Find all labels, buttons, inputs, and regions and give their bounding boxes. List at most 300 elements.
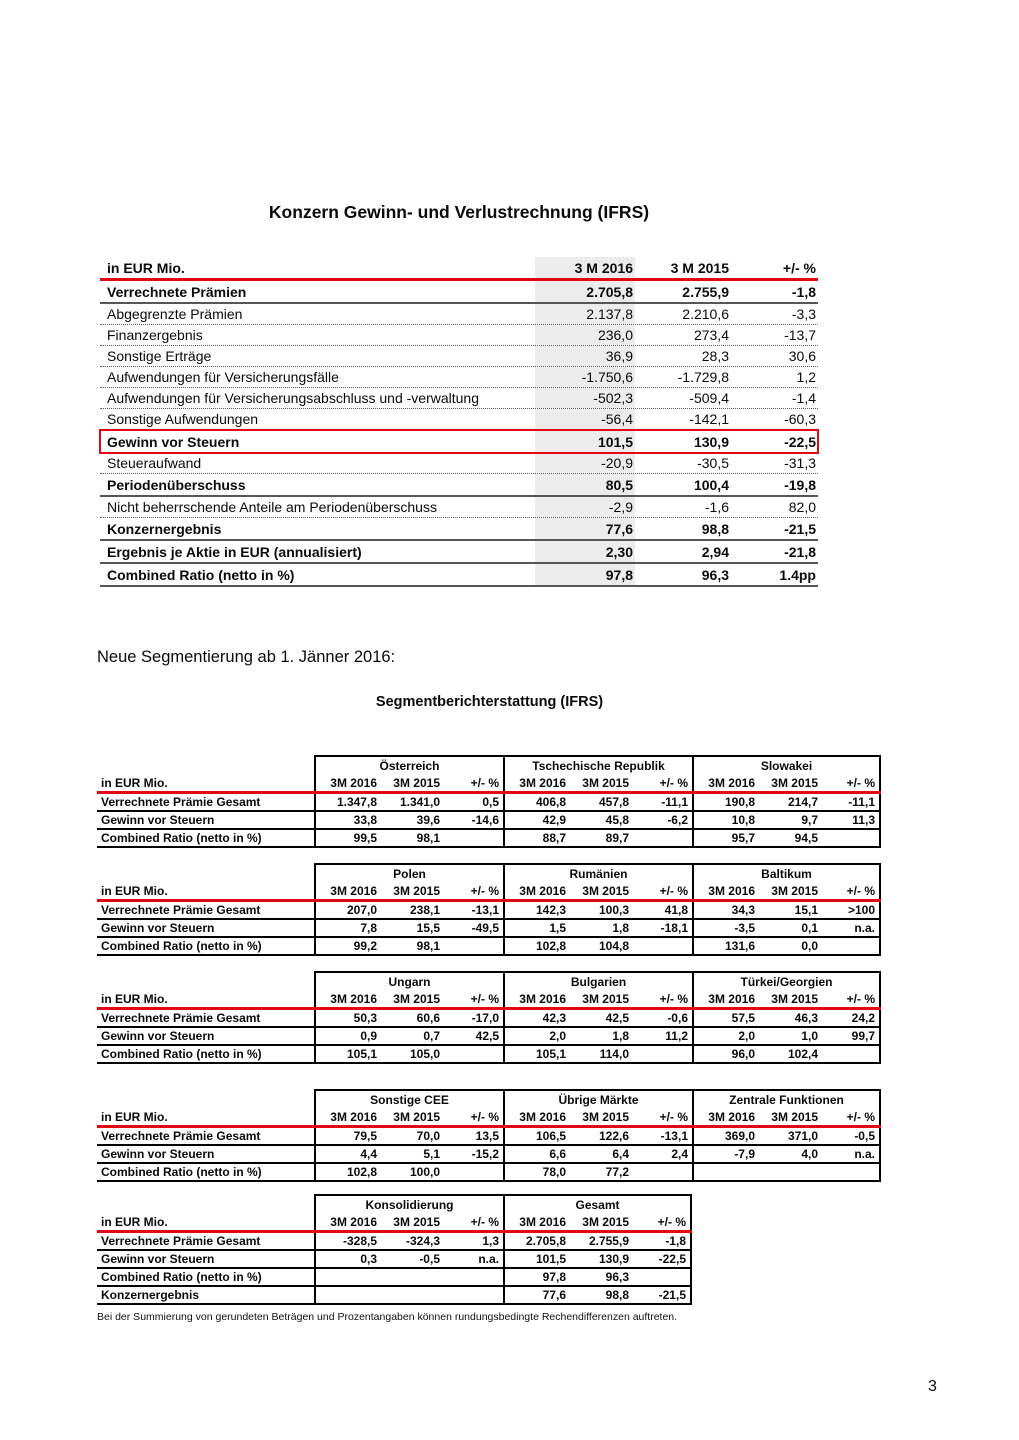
income-row-label: Ergebnis je Aktie in EUR (annualisiert)	[107, 543, 362, 560]
income-row-label: Periodenüberschuss	[107, 476, 246, 493]
segment-value: -11,1	[848, 795, 875, 809]
income-row-label: Steueraufwand	[107, 455, 202, 471]
segment-value: 60,6	[416, 1011, 440, 1025]
segment-col-header: +/- %	[846, 883, 875, 898]
segment-value: 369,0	[724, 1129, 755, 1143]
segment-value: 70,0	[416, 1129, 440, 1143]
segment-group	[503, 1213, 692, 1230]
segment-col-header: 3M 2015	[771, 1109, 818, 1124]
segment-subheader-row	[97, 774, 881, 794]
segment-col-header: +/- %	[659, 883, 688, 898]
segment-group	[692, 1128, 881, 1144]
segment-value: 1,8	[612, 921, 629, 935]
income-value-2015: 96,3	[701, 566, 729, 583]
income-change-percent: -13,7	[784, 327, 816, 343]
segment-value	[758, 1164, 821, 1180]
segment-col-header: 3M 2015	[582, 775, 629, 790]
segment-table-5	[97, 1194, 692, 1305]
segment-value	[632, 1046, 692, 1062]
income-row-label: Aufwendungen für Versicherungsabschluss und -verwaltung	[107, 390, 480, 406]
segment-value: n.a.	[478, 1252, 499, 1266]
segment-value: 15,5	[416, 921, 440, 935]
segment-group	[503, 1287, 692, 1303]
segment-value: 104,8	[598, 939, 629, 953]
segment-value: 15,1	[794, 903, 818, 917]
segment-value: -21,5	[658, 1288, 686, 1302]
income-change-percent: -31,3	[784, 455, 816, 471]
segment-value: 0,5	[482, 795, 499, 809]
segment-col-header: 3M 2015	[582, 991, 629, 1006]
segment-group	[314, 774, 503, 791]
segment-data-row	[97, 830, 881, 848]
segment-group	[503, 774, 692, 791]
segment-value: 7,8	[360, 921, 377, 935]
segment-row-label: Combined Ratio (netto in %)	[101, 1165, 262, 1179]
segment-data-row	[97, 1233, 692, 1251]
segment-value: 131,6	[724, 939, 755, 953]
segment-value: 2,4	[671, 1147, 688, 1161]
segment-value: 1,5	[549, 921, 566, 935]
segment-value	[821, 938, 879, 954]
segment-value: 88,7	[542, 831, 566, 845]
segment-col-header: 3M 2016	[708, 991, 755, 1006]
segment-value	[380, 1269, 443, 1285]
segment-country-name: Polen	[393, 866, 426, 881]
income-value-2015: 100,4	[693, 476, 729, 493]
segment-value: -17,0	[471, 1011, 499, 1025]
segment-value	[443, 830, 503, 846]
segment-value: 6,6	[549, 1147, 566, 1161]
segment-group	[314, 812, 503, 828]
segment-value: -11,1	[661, 795, 688, 809]
segment-row-label: Gewinn vor Steuern	[101, 813, 215, 827]
segment-col-header: 3M 2016	[519, 883, 566, 898]
income-row	[100, 409, 818, 430]
segment-group	[314, 794, 503, 810]
segment-group	[503, 920, 692, 936]
income-value-2016: 36,9	[535, 346, 635, 366]
segment-data-row	[97, 1128, 881, 1146]
segment-group	[503, 1046, 692, 1062]
income-row	[100, 325, 818, 346]
segment-value	[821, 1164, 879, 1180]
segment-col-header: 3M 2015	[393, 991, 440, 1006]
segment-value: 94,5	[794, 831, 818, 845]
segment-group	[503, 1108, 692, 1125]
income-row	[100, 541, 818, 564]
segment-group	[503, 882, 692, 899]
income-row-label: Abgegrenzte Prämien	[107, 306, 243, 322]
segment-value: 6,4	[612, 1147, 629, 1161]
segment-country-name: Rumänien	[569, 866, 628, 881]
segment-group-header	[314, 971, 503, 990]
segment-group	[314, 938, 503, 954]
segment-head-spacer	[97, 863, 314, 882]
segment-group	[503, 1010, 692, 1026]
segment-group	[692, 990, 881, 1007]
income-change-percent: -22,5	[784, 433, 816, 450]
segment-value: 105,0	[409, 1047, 440, 1061]
segment-group	[314, 830, 503, 846]
segment-value: -6,2	[667, 813, 688, 827]
segment-head-spacer	[97, 1194, 314, 1213]
segment-group	[692, 1146, 881, 1162]
segment-group	[692, 1028, 881, 1044]
segment-value: -13,1	[471, 903, 499, 917]
segment-group	[692, 882, 881, 899]
segment-table-3	[97, 971, 881, 1064]
segment-group-header	[314, 863, 503, 882]
segment-col-header: 3M 2015	[582, 883, 629, 898]
segment-value: 10,8	[731, 813, 755, 827]
income-value-2016: 2.137,8	[535, 304, 635, 324]
income-value-2016: 2.705,8	[535, 281, 635, 302]
segment-value: 77,2	[605, 1165, 629, 1179]
segmentation-note: Neue Segmentierung ab 1. Jänner 2016:	[97, 648, 396, 666]
segment-col-header: +/- %	[657, 1214, 686, 1229]
segment-country-name: Baltikum	[761, 866, 812, 881]
segment-value: -0,5	[419, 1252, 440, 1266]
segment-value: -14,6	[471, 813, 499, 827]
segment-country-name: Slowakei	[760, 758, 813, 773]
segment-group	[503, 1251, 692, 1267]
segment-table-2	[97, 863, 881, 956]
segment-value: 9,7	[801, 813, 818, 827]
segment-head-spacer	[97, 971, 314, 990]
segment-value: -1,8	[665, 1234, 686, 1248]
segment-group	[314, 1233, 503, 1249]
segment-value: 102,8	[346, 1165, 377, 1179]
income-value-2015: 273,4	[693, 327, 729, 343]
segment-group	[692, 920, 881, 936]
segment-col-header: +/- %	[846, 1109, 875, 1124]
income-change-percent: -21,5	[784, 520, 816, 537]
segment-value: 42,5	[605, 1011, 629, 1025]
segment-group	[503, 938, 692, 954]
income-value-2016: -2,9	[535, 497, 635, 517]
segment-value: 39,6	[416, 813, 440, 827]
segment-group	[692, 1010, 881, 1026]
segment-row-label: Verrechnete Prämie Gesamt	[101, 795, 261, 809]
segment-value: 190,8	[724, 795, 755, 809]
segment-group	[314, 1146, 503, 1162]
segment-col-header: 3M 2015	[771, 775, 818, 790]
segment-value: 96,0	[731, 1047, 755, 1061]
income-value-2015: -509,4	[689, 390, 729, 406]
segment-value: 100,3	[598, 903, 629, 917]
income-row	[100, 388, 818, 409]
income-statement-table	[100, 257, 818, 587]
segment-value: 89,7	[605, 831, 629, 845]
income-header-2016: 3 M 2016	[535, 257, 635, 278]
income-header-unit: in EUR Mio.	[107, 259, 185, 276]
segment-value: -3,5	[734, 921, 755, 935]
segment-group	[692, 774, 881, 791]
segment-value	[632, 938, 692, 954]
segment-col-header: 3M 2016	[708, 775, 755, 790]
segment-value	[443, 938, 503, 954]
segment-col-header: +/- %	[470, 1214, 499, 1229]
segment-value: 0,3	[360, 1252, 377, 1266]
segment-col-header: 3M 2016	[330, 991, 377, 1006]
segment-group	[503, 1028, 692, 1044]
segment-value: -22,5	[658, 1252, 686, 1266]
segment-value: 142,3	[535, 903, 566, 917]
segment-col-header: 3M 2016	[330, 1214, 377, 1229]
income-row	[100, 518, 818, 541]
segment-group-header	[692, 971, 881, 990]
segment-col-header: +/- %	[470, 991, 499, 1006]
segment-value	[380, 1287, 443, 1303]
income-row-label: Sonstige Aufwendungen	[107, 411, 259, 427]
segment-country-name: Türkei/Georgien	[740, 974, 833, 989]
segment-row-label: Gewinn vor Steuern	[101, 921, 215, 935]
segment-col-header: +/- %	[659, 775, 688, 790]
segment-value: 13,5	[475, 1129, 499, 1143]
segment-value: 41,8	[664, 903, 688, 917]
segment-subheader-row	[97, 990, 881, 1010]
segment-col-header: +/- %	[470, 1109, 499, 1124]
segment-value: 2.705,8	[525, 1234, 566, 1248]
segment-data-row	[97, 902, 881, 920]
income-statement-rows	[100, 281, 818, 587]
segment-col-header: 3M 2015	[393, 1109, 440, 1124]
income-row-label: Finanzergebnis	[107, 327, 203, 343]
segment-value	[632, 830, 692, 846]
segment-group	[503, 830, 692, 846]
footnote: Bei der Summierung von gerundeten Beträgen und Prozentangaben können rundungsbedingte Rechendifferenzen auftreten.	[97, 1311, 678, 1323]
segment-col-header: 3M 2016	[708, 1109, 755, 1124]
segment-subheader-row	[97, 1108, 881, 1128]
segment-group	[503, 1146, 692, 1162]
segment-group	[503, 794, 692, 810]
segment-group	[314, 1213, 503, 1230]
segment-value: -15,2	[471, 1147, 499, 1161]
segment-value: 24,2	[851, 1011, 875, 1025]
segment-data-row	[97, 794, 881, 812]
segment-value: 2.755,9	[588, 1234, 629, 1248]
income-value-2016: -20,9	[535, 453, 635, 473]
segment-row-label: Combined Ratio (netto in %)	[101, 939, 262, 953]
segment-col-header: +/- %	[470, 775, 499, 790]
segment-group	[692, 938, 881, 954]
segment-group	[314, 1164, 503, 1180]
segment-table-1	[97, 755, 881, 848]
segment-row-label: Verrechnete Prämie Gesamt	[101, 903, 261, 917]
segment-group-header	[503, 755, 692, 774]
segment-group	[503, 1233, 692, 1249]
segment-group	[314, 1028, 503, 1044]
segment-col-header: +/- %	[846, 775, 875, 790]
income-row-label: Aufwendungen für Versicherungsfälle	[107, 369, 339, 385]
segment-value: -328,5	[342, 1234, 377, 1248]
income-value-2015: 28,3	[701, 348, 729, 364]
segment-col-header: 3M 2015	[771, 991, 818, 1006]
segment-group	[314, 1108, 503, 1125]
segment-country-name: Sonstige CEE	[370, 1092, 449, 1107]
income-row	[100, 304, 818, 325]
segment-value: >100	[847, 903, 875, 917]
segment-value: 79,5	[353, 1129, 377, 1143]
segment-value: 99,2	[353, 939, 377, 953]
segment-col-header: 3M 2015	[393, 883, 440, 898]
segment-value: -49,5	[471, 921, 499, 935]
income-change-percent: 1.4pp	[779, 566, 816, 583]
segment-value: 11,2	[665, 1029, 688, 1043]
segment-row-label: Combined Ratio (netto in %)	[101, 831, 262, 845]
segment-value: 78,0	[542, 1165, 566, 1179]
income-value-2015: 130,9	[693, 433, 729, 450]
income-header-change: +/- %	[782, 259, 816, 276]
segment-data-row	[97, 1010, 881, 1028]
income-value-2016: 236,0	[535, 325, 635, 345]
segment-data-row	[97, 1164, 881, 1182]
income-value-2015: 2.755,9	[682, 283, 729, 300]
segment-value: 1,3	[482, 1234, 499, 1248]
segment-country-name: Konsolidierung	[365, 1197, 454, 1212]
segment-value	[694, 1164, 758, 1180]
segment-country-row	[97, 1089, 881, 1108]
income-value-2015: -30,5	[697, 455, 729, 471]
income-row-label: Gewinn vor Steuern	[107, 433, 240, 450]
segment-value: 207,0	[346, 903, 377, 917]
segment-value: 101,5	[535, 1252, 566, 1266]
segment-value: 98,1	[416, 939, 440, 953]
segment-value: 102,8	[535, 939, 566, 953]
segment-value	[821, 1046, 879, 1062]
segment-value: 105,1	[535, 1047, 566, 1061]
segment-country-row	[97, 755, 881, 774]
segment-value	[632, 1164, 692, 1180]
segment-group	[692, 812, 881, 828]
segment-value: n.a.	[854, 921, 875, 935]
income-header-2015: 3 M 2015	[670, 259, 729, 276]
segment-value: 11,3	[852, 813, 875, 827]
segment-value	[821, 830, 879, 846]
segment-group-header	[503, 971, 692, 990]
segment-value: 42,3	[542, 1011, 566, 1025]
segment-value: 100,0	[409, 1165, 440, 1179]
income-value-2016: -502,3	[535, 388, 635, 408]
segment-data-row	[97, 1146, 881, 1164]
segment-value: 214,7	[787, 795, 818, 809]
segment-value: 98,8	[605, 1288, 629, 1302]
segment-group-header	[314, 1194, 503, 1213]
income-row-label: Combined Ratio (netto in %)	[107, 566, 295, 583]
segment-country-name: Tschechische Republik	[532, 758, 665, 773]
segment-row-label: Combined Ratio (netto in %)	[101, 1270, 262, 1284]
segment-value: 406,8	[535, 795, 566, 809]
segment-group	[503, 1269, 692, 1285]
segment-value: 238,1	[409, 903, 440, 917]
segment-value: -0,5	[854, 1129, 875, 1143]
segment-group	[692, 794, 881, 810]
segment-value: -0,6	[667, 1011, 688, 1025]
income-row-label: Verrechnete Prämien	[107, 283, 247, 300]
segment-group-header	[503, 1194, 692, 1213]
income-row	[100, 346, 818, 367]
segment-col-header: 3M 2016	[330, 775, 377, 790]
income-value-2016: 101,5	[535, 430, 635, 453]
income-row	[100, 281, 818, 304]
segment-col-header: +/- %	[659, 991, 688, 1006]
segment-group	[314, 990, 503, 1007]
segment-group-header	[692, 1089, 881, 1108]
segment-value: 50,3	[353, 1011, 377, 1025]
income-change-percent: 1,2	[796, 369, 816, 385]
segment-value: 77,6	[542, 1288, 566, 1302]
segment-col-header: 3M 2016	[519, 775, 566, 790]
income-row	[100, 497, 818, 518]
segment-value: 0,1	[801, 921, 818, 935]
segment-value: 122,6	[598, 1129, 629, 1143]
income-change-percent: -19,8	[784, 476, 816, 493]
income-change-percent: 82,0	[788, 499, 816, 515]
income-change-percent: -1,8	[791, 283, 816, 300]
segment-value: 46,3	[794, 1011, 818, 1025]
segment-value	[316, 1287, 380, 1303]
segment-value: 45,8	[605, 813, 629, 827]
income-value-2016: 80,5	[535, 474, 635, 495]
segment-col-header: 3M 2015	[582, 1109, 629, 1124]
segment-value: 57,5	[731, 1011, 755, 1025]
income-row-label: Konzernergebnis	[107, 520, 222, 537]
segment-unit-label: in EUR Mio.	[101, 775, 168, 790]
segment-value: 42,9	[542, 813, 566, 827]
income-value-2015: 2.210,6	[682, 306, 729, 322]
segment-group	[314, 1128, 503, 1144]
segment-country-name: Übrige Märkte	[558, 1092, 639, 1107]
income-change-percent: -1,4	[791, 390, 816, 406]
segment-value: 4,4	[360, 1147, 377, 1161]
segment-value: 371,0	[787, 1129, 818, 1143]
segment-group	[692, 1108, 881, 1125]
segment-data-row	[97, 1046, 881, 1064]
segment-country-name: Zentrale Funktionen	[729, 1092, 844, 1107]
segment-value: 95,7	[731, 831, 755, 845]
segment-data-row	[97, 1287, 692, 1305]
segment-value: 114,0	[599, 1047, 629, 1061]
segment-value: 42,5	[475, 1029, 499, 1043]
income-value-2015: -1,6	[704, 499, 729, 515]
segment-group	[503, 1128, 692, 1144]
income-row	[100, 367, 818, 388]
segment-group	[314, 1251, 503, 1267]
segment-unit-label: in EUR Mio.	[101, 883, 168, 898]
income-row	[100, 430, 818, 453]
segment-value: 97,8	[542, 1270, 566, 1284]
segment-group-header	[503, 863, 692, 882]
segment-value: -7,9	[734, 1147, 755, 1161]
segment-row-label: Gewinn vor Steuern	[101, 1252, 215, 1266]
segment-country-name: Bulgarien	[570, 974, 627, 989]
segment-row-label: Verrechnete Prämie Gesamt	[101, 1011, 261, 1025]
income-change-percent: 30,6	[788, 348, 816, 364]
segment-value: -13,1	[660, 1129, 688, 1143]
segment-subheader-row	[97, 882, 881, 902]
segment-row-label: Konzernergebnis	[101, 1288, 200, 1302]
segment-value: 457,8	[598, 795, 629, 809]
segment-table-4	[97, 1089, 881, 1182]
segment-data-row	[97, 1028, 881, 1046]
segment-unit-label: in EUR Mio.	[101, 1109, 168, 1124]
segment-value: 99,5	[353, 831, 377, 845]
segment-value	[632, 1269, 690, 1285]
segment-data-row	[97, 920, 881, 938]
segment-head-spacer	[97, 755, 314, 774]
segment-value: 102,4	[787, 1047, 818, 1061]
segment-data-row	[97, 812, 881, 830]
